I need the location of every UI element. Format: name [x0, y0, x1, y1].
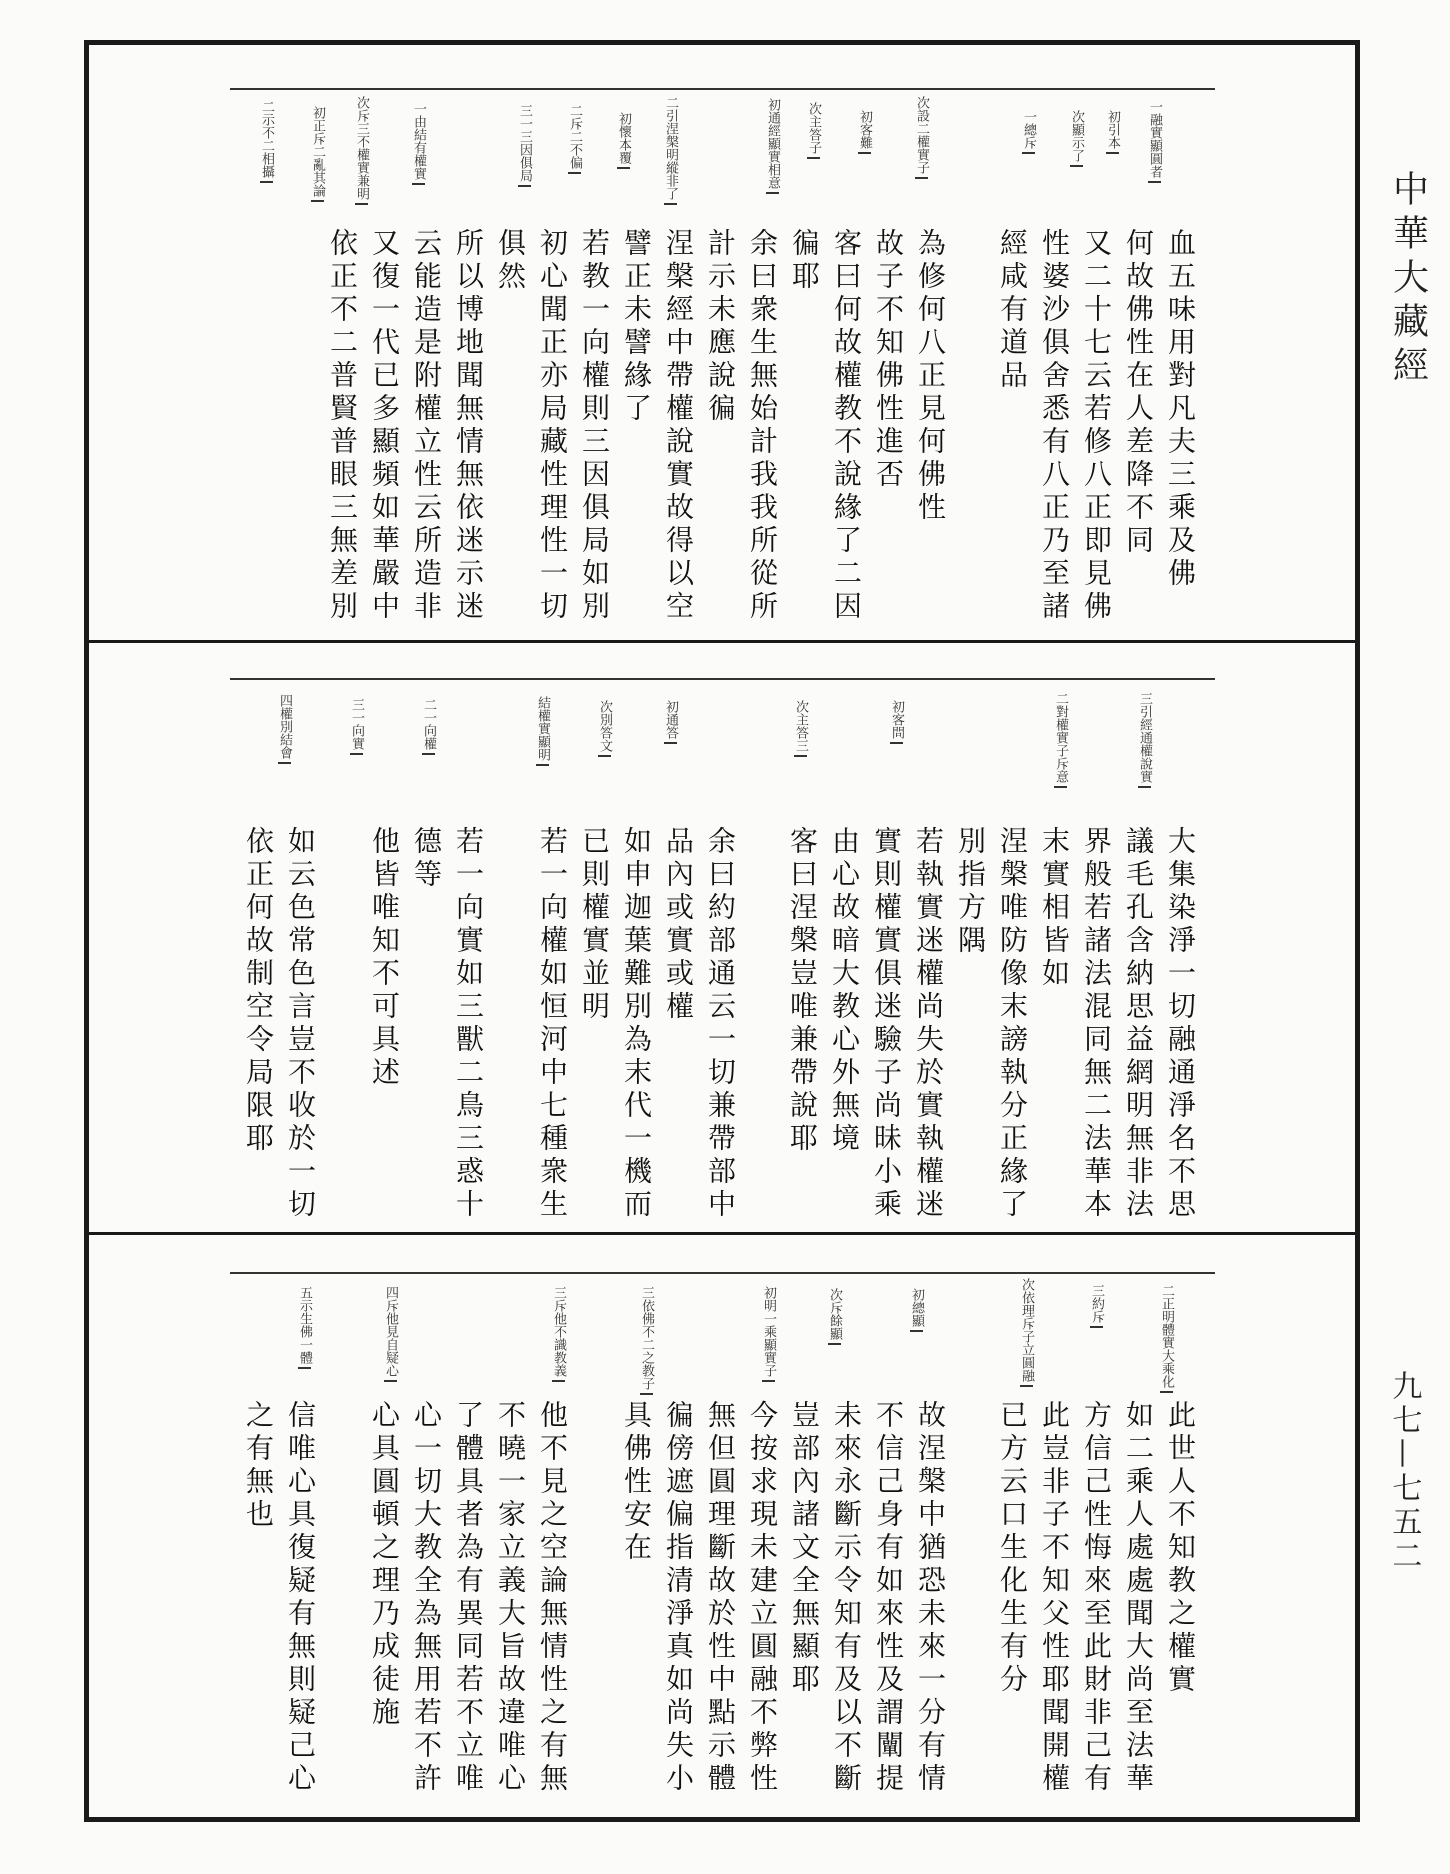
text-column: 心具圓頓之理乃成徒施 — [368, 1400, 401, 1730]
text-column: 他不見之空論無情性之有無 — [536, 1400, 569, 1796]
outline-label: 初總顯 — [910, 1288, 923, 1332]
text-column: 依正何故制空令局限耶 — [242, 826, 275, 1156]
outline-label: 三一三因俱局 — [518, 104, 531, 187]
text-column: 議毛孔含納思益網明無非法 — [1122, 826, 1155, 1222]
text-column: 所以博地聞無情無依迷示迷 — [452, 228, 485, 624]
outline-label: 五示生佛一體 — [298, 1286, 311, 1369]
outline-label: 三約斥 — [1090, 1284, 1103, 1328]
text-column: 德等 — [410, 826, 443, 892]
text-column: 涅槃經中帶權說實故得以空 — [662, 228, 695, 624]
page-number: 九七—七五二 — [1386, 1370, 1422, 1574]
text-column: 不信己身有如來性及謂闡提 — [872, 1400, 905, 1796]
outline-label: 三引經通權說實 — [1138, 692, 1151, 788]
outline-label: 次設二權實子 — [915, 96, 928, 179]
outline-label: 次斥三不權實兼明 — [355, 96, 368, 205]
text-column: 不曉一家立義大旨故違唯心 — [494, 1400, 527, 1796]
outline-label: 二一向權 — [422, 698, 435, 755]
outline-label: 初引本 — [1106, 110, 1119, 154]
text-column: 客曰何故權教不說緣了二因 — [830, 228, 863, 624]
text-column: 依正不二普賢普眼三無差別 — [326, 228, 359, 624]
outline-label: 三斥他不識教義 — [552, 1286, 565, 1382]
outline-label: 二示不二相攝 — [260, 100, 273, 183]
outline-rule — [230, 1272, 1215, 1274]
text-column: 血五味用對凡夫三乘及佛 — [1164, 228, 1197, 591]
text-column: 何故佛性在人差降不同 — [1122, 228, 1155, 558]
outline-rule — [230, 678, 1215, 680]
text-column: 如二乘人處處聞大尚至法華 — [1122, 1400, 1155, 1796]
text-column: 云能造是附權立性云所造非 — [410, 228, 443, 624]
outline-label: 初客難 — [858, 110, 871, 154]
text-column: 余曰約部通云一切兼帶部中 — [704, 826, 737, 1222]
outline-label: 一由結有權實 — [412, 102, 425, 185]
text-column: 此豈非子不知父性耶聞開權 — [1038, 1400, 1071, 1796]
outline-label: 二引涅槃明縱非了 — [664, 96, 677, 205]
outline-label: 初通經顯實相意 — [766, 98, 779, 194]
text-column: 已則權實並明 — [578, 826, 611, 1024]
text-column: 品內或實或權 — [662, 826, 695, 1024]
outline-label: 次依理斥子立圓融 — [1020, 1278, 1033, 1387]
text-column: 性婆沙俱舍悉有八正乃至諸 — [1038, 228, 1071, 624]
text-column: 如云色常色言豈不收於一切 — [284, 826, 317, 1222]
text-column: 徧傍遮偏指清淨真如尚失小 — [662, 1400, 695, 1796]
text-column: 了體具者為有異同若不立唯 — [452, 1400, 485, 1796]
outline-label: 次主答三 — [794, 700, 807, 757]
text-column: 余曰衆生無始計我我所從所 — [746, 228, 779, 624]
outline-label: 初通答 — [664, 700, 677, 744]
text-column: 大集染淨一切融通淨名不思 — [1164, 826, 1197, 1222]
text-column: 初心聞正亦局藏性理性一切 — [536, 228, 569, 624]
text-column: 又復一代已多顯頻如華嚴中 — [368, 228, 401, 624]
outline-label: 初明一乘顯實子 — [762, 1286, 775, 1382]
text-column: 由心故暗大教心外無境 — [828, 826, 861, 1156]
text-column: 已方云口生化生有分 — [996, 1400, 1029, 1697]
text-column: 此世人不知教之權實 — [1164, 1400, 1197, 1697]
outline-label: 次顯示了 — [1070, 110, 1083, 167]
outline-label: 初客問 — [890, 700, 903, 744]
outline-label: 二對權實子斥意 — [1054, 692, 1067, 788]
text-column: 若執實迷權尚失於實執權迷 — [912, 826, 945, 1222]
outline-label: 四斥他見自疑心 — [384, 1286, 397, 1382]
text-column: 客曰涅槃豈唯兼帶說耶 — [786, 826, 819, 1156]
text-column: 豈部內諸文全無顯耶 — [788, 1400, 821, 1697]
text-column: 別指方隅 — [954, 826, 987, 958]
outline-label: 二斥二不偏 — [568, 104, 581, 174]
outline-label: 初懷本覆 — [617, 112, 630, 169]
text-column: 信唯心具復疑有無則疑己心 — [284, 1400, 317, 1796]
text-column: 若一向實如三獸二鳥三惑十 — [452, 826, 485, 1222]
text-column: 方信己性悔來至此財非己有 — [1080, 1400, 1113, 1796]
collection-title: 中華大藏經 — [1387, 170, 1429, 390]
text-column: 如申迦葉難別為末代一機而 — [620, 826, 653, 1222]
text-column: 故子不知佛性進否 — [872, 228, 905, 492]
text-column: 涅槃唯防像末謗執分正緣了 — [996, 826, 1029, 1222]
outline-label: 三一向實 — [350, 698, 363, 755]
text-column: 計示未應說徧 — [704, 228, 737, 426]
text-column: 為修何八正見何佛性 — [914, 228, 947, 525]
outline-label: 一融實顯圓者 — [1148, 100, 1161, 183]
text-column: 譬正未譬緣了 — [620, 228, 653, 426]
outline-label: 次主答子 — [807, 102, 820, 159]
text-column: 之有無也 — [242, 1400, 275, 1532]
text-column: 又二十七云若修八正即見佛 — [1080, 228, 1113, 624]
text-column: 無但圓理斷故於性中點示體 — [704, 1400, 737, 1796]
text-column: 實則權實俱迷驗子尚昧小乘 — [870, 826, 903, 1222]
text-column: 經咸有道品 — [996, 228, 1029, 393]
outline-label: 初正斥二亂其論 — [311, 106, 324, 202]
text-column: 具佛性安在 — [620, 1400, 653, 1565]
outline-rule — [230, 88, 1215, 90]
text-column: 徧耶 — [788, 228, 821, 294]
outline-label: 次別答文 — [598, 700, 611, 757]
panel-divider-2 — [84, 1232, 1360, 1235]
text-column: 故涅槃中猶恐未來一分有情 — [914, 1400, 947, 1796]
outline-label: 一總斥 — [1022, 110, 1035, 154]
outline-label: 三依佛不二之教子 — [640, 1286, 653, 1395]
text-column: 若教一向權則三因俱局如別 — [578, 228, 611, 624]
text-column: 心一切大教全為無用若不許 — [410, 1400, 443, 1796]
text-column: 他皆唯知不可具述 — [368, 826, 401, 1090]
outline-label: 結權實顯明 — [536, 696, 549, 766]
text-column: 今按求現未建立圓融不弊性 — [746, 1400, 779, 1796]
panel-divider-1 — [84, 640, 1360, 643]
text-column: 未來永斷示令知有及以不斷 — [830, 1400, 863, 1796]
outline-label: 二正明體實大乘化 — [1160, 1284, 1173, 1393]
text-column: 俱然 — [494, 228, 527, 294]
text-column: 界般若諸法混同無二法華本 — [1080, 826, 1113, 1222]
text-column: 末實相皆如 — [1038, 826, 1071, 991]
text-column: 若一向權如恒河中七種衆生 — [536, 826, 569, 1222]
outline-label: 四權別結會 — [278, 694, 291, 764]
outline-label: 次斥餘顯 — [828, 1288, 841, 1345]
